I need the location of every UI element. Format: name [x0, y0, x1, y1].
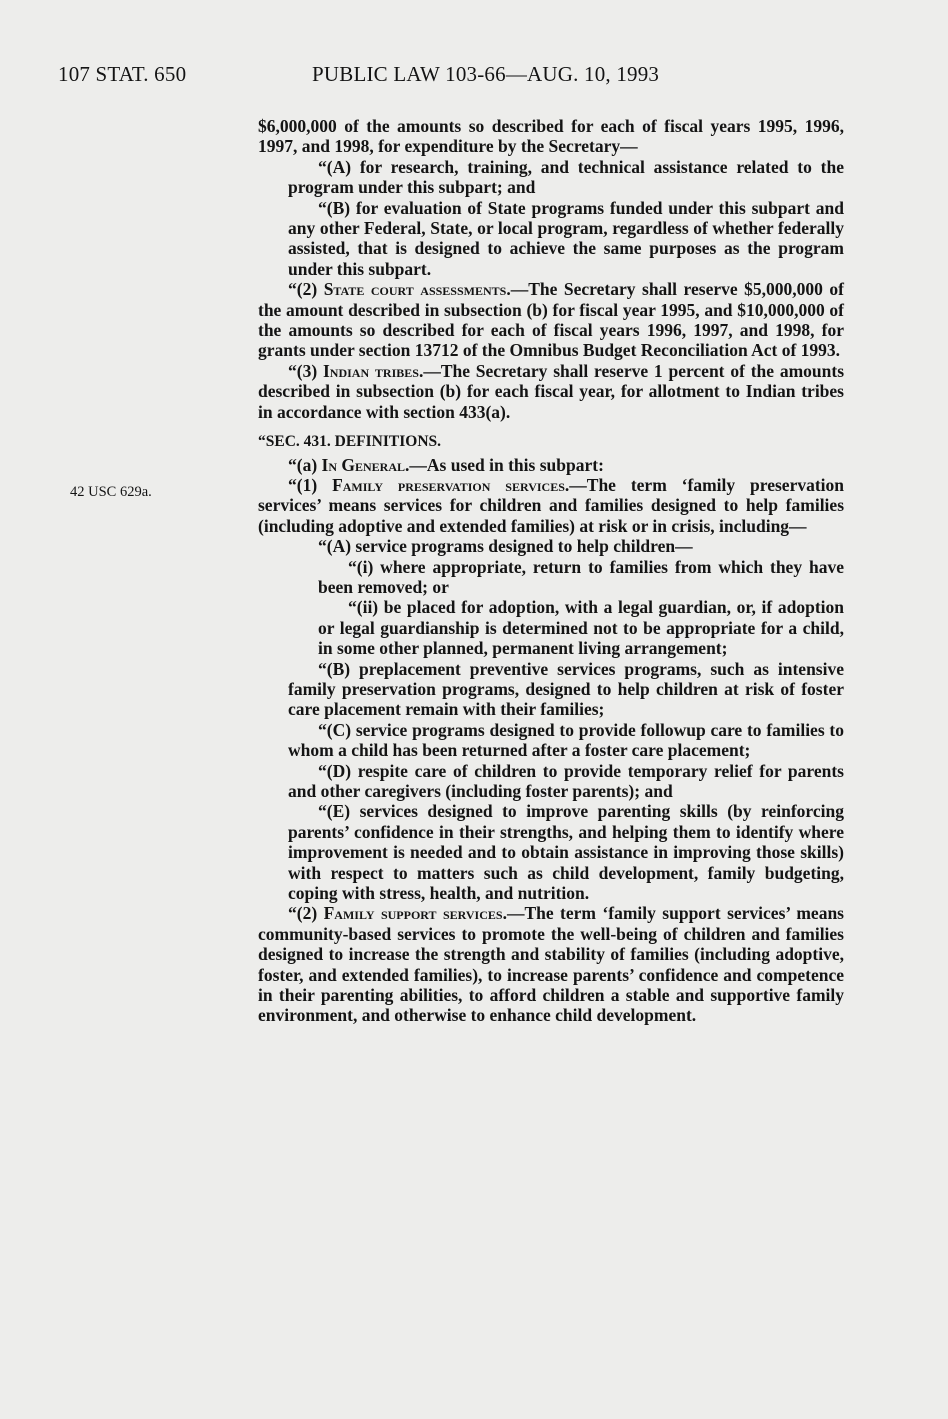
- definition-1-item-a: “(A) service programs designed to help children—: [318, 536, 693, 557]
- paragraph-number: “(2): [288, 903, 324, 924]
- definition-1-item-a-ii: “(ii) be placed for adoption, with a legal guardian, or, if adoption or legal guardianship is determined not to be appropriate for a child, in some other planned, permanent living arrangement;: [318, 597, 844, 659]
- subparagraph-a-research: “(A) for research, training, and technical assistance related to the program under this subpart; and: [288, 156, 844, 198]
- paragraph-2-state-court-assessments: [258, 279, 844, 361]
- paragraph-heading: State court assessments: [323, 279, 507, 300]
- running-title-header: PUBLIC LAW 103-66—AUG. 10, 1993: [312, 62, 660, 86]
- definition-1-family-preservation: [258, 475, 844, 536]
- paragraph-number: “(2): [288, 279, 324, 300]
- definition-1-item-d: “(D) respite care of children to provide temporary relief for parents and other caregivers (including foster parents); and: [288, 760, 844, 801]
- definition-1-item-e: “(E) services designed to improve parenting skills (by reinforcing parents’ confidence in their strengths, and helping them to identify where improvement is needed and to obtain assistance in improving those skills) with respect to matters such as child development, family budgeting, coping with stress, health, and nutrition.: [288, 801, 844, 904]
- paragraph-text: .—The term ‘family preservation services’ means services for children and families designed to help families (including adoptive and extended families) at risk or in crisis, including—: [258, 474, 845, 536]
- definition-1-item-a-i: “(i) where appropriate, return to families from which they have been removed; or: [318, 556, 844, 597]
- paragraph-number: “(a): [288, 454, 322, 475]
- section-431-heading: “SEC. 431. DEFINITIONS.: [258, 433, 442, 451]
- paragraph-text: .—The term ‘family support services’ means community-based services to promote the well-being of children and families designed to increase the strength and stability of families (including adoptive, foster, and extended families), to increase parents’ confidence and competence in their parenting abilities, to afford children a stable and supportive family environment, and otherwise to enhance child development.: [258, 903, 844, 1026]
- paragraph-3-indian-tribes: [258, 361, 844, 422]
- paragraph-number: “(1): [288, 474, 333, 495]
- paragraph-number: “(3): [288, 360, 323, 381]
- paragraph-heading: Indian tribes: [322, 360, 419, 381]
- paragraph-text: .—As used in this subpart:: [405, 454, 604, 475]
- subparagraph-b-evaluation: “(B) for evaluation of State programs funded under this subpart and any other Federal, State, or local program, regardless of whether federally assisted, that is designed to achieve the same purposes as the program under this subpart.: [288, 197, 844, 279]
- usc-margin-note: 42 USC 629a.: [70, 484, 152, 500]
- paragraph-heading: Family preservation services: [332, 474, 565, 495]
- definition-1-item-b: “(B) preplacement preventive services programs, such as intensive family preservation programs, designed to help children at risk of foster care placement remain with their families;: [288, 658, 844, 720]
- paragraph-text: .—The Secretary shall reserve 1 percent of the amounts described in subsection (b) for each fiscal year, for allotment to Indian tribes in accordance with section 433(a).: [258, 360, 845, 422]
- definition-1-item-c: “(C) service programs designed to provide followup care to families to whom a child has been returned after a foster care placement;: [288, 719, 844, 761]
- definition-2-family-support: [258, 903, 844, 1025]
- paragraph-funding-continuation: $6,000,000 of the amounts so described for each of fiscal years 1995, 1996, 1997, and 1998, for expenditure by the Secretary—: [258, 116, 844, 157]
- paragraph-heading: Family support services: [323, 903, 503, 924]
- page-number-header: 107 STAT. 650: [58, 62, 187, 86]
- paragraph-heading: In General: [321, 454, 406, 475]
- subsection-a-in-general: [258, 455, 844, 475]
- paragraph-text: .—The Secretary shall reserve $5,000,000 of the amount described in subsection (b) for fiscal year 1995, and $10,000,000 of the amounts so described for each of fiscal years 1996, 1997, and 1998, for grants under section 13712 of the Omnibus Budget Reconciliation Act of 1993.: [258, 279, 844, 361]
- statute-body: [258, 116, 844, 1026]
